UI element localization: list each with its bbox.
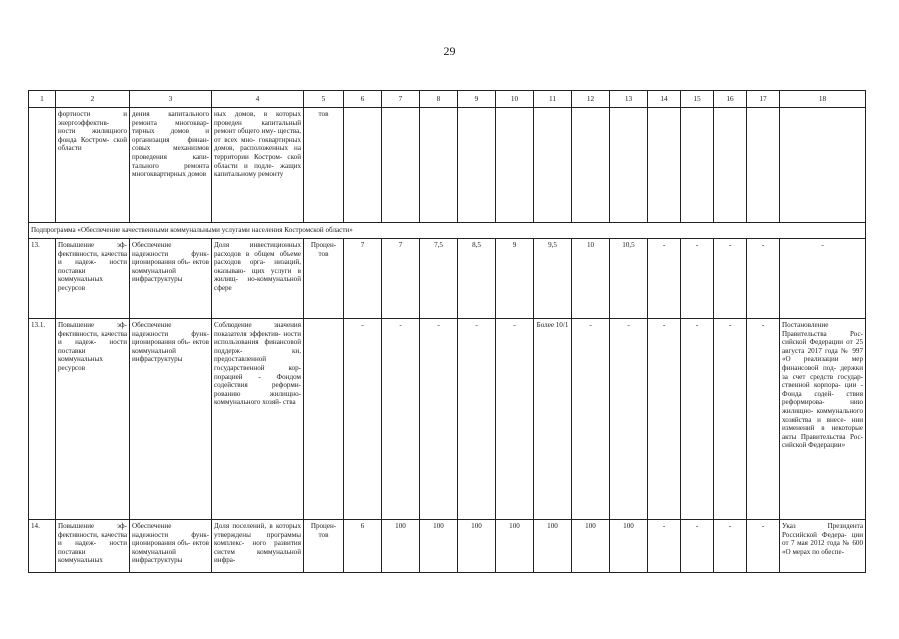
- value-cell: Более 10/1: [534, 319, 572, 520]
- column-number: 12: [572, 91, 610, 108]
- value-cell: [610, 108, 648, 223]
- page-number: 29: [443, 44, 456, 58]
- column-number: 13: [610, 91, 648, 108]
- value-cell: -: [458, 319, 496, 520]
- task-cell: дения капитального ремонта многоквар- тирных домов и организация финан- совых механизмов проведения капи- тального ремонта многоквартирных домов: [130, 108, 212, 223]
- value-cell: -: [714, 319, 747, 520]
- column-number: 4: [212, 91, 304, 108]
- value-cell: 100: [572, 520, 610, 573]
- column-number: 8: [420, 91, 458, 108]
- column-number: 2: [56, 91, 130, 108]
- value-cell: -: [648, 520, 681, 573]
- column-number-row: [29, 91, 866, 108]
- value-cell: 100: [496, 520, 534, 573]
- table-row: [29, 239, 866, 319]
- value-cell: 9,5: [534, 239, 572, 319]
- goal-cell: фортности и энергоэффектив- ности жилищного фонда Костром- ской области: [56, 108, 130, 223]
- row-number-cell: 13.: [29, 239, 56, 319]
- basis-cell: Указ Президента Российской Федера- ции от 7 мая 2012 года № 600 «О мерах по обеспе-: [780, 520, 866, 573]
- value-cell: [648, 108, 681, 223]
- column-number: 15: [681, 91, 714, 108]
- value-cell: -: [747, 319, 780, 520]
- column-number: 5: [304, 91, 344, 108]
- indicator-cell: ных домов, в которых проведен капитальный ремонт общего иму- щества, от всех мно- гоквартирных домов, расположенных на территории Костром- ской области и подле- жащих капитальному ремонту: [212, 108, 304, 223]
- value-cell: [344, 108, 382, 223]
- value-cell: 10,5: [610, 239, 648, 319]
- task-cell: Обеспечение надежности функ- ционирования объ- ектов коммунальной инфраструктуры: [130, 319, 212, 520]
- column-number: 16: [714, 91, 747, 108]
- unit-cell: тов: [304, 108, 344, 223]
- task-cell: Обеспечение надежности функ- ционирования объ- ектов коммунальной инфраструктуры: [130, 239, 212, 319]
- value-cell: 7: [382, 239, 420, 319]
- indicators-table: [28, 90, 866, 573]
- value-cell: -: [572, 319, 610, 520]
- subprogram-row: [29, 223, 866, 239]
- value-cell: -: [681, 239, 714, 319]
- value-cell: -: [681, 319, 714, 520]
- value-cell: [534, 108, 572, 223]
- value-cell: -: [714, 520, 747, 573]
- value-cell: -: [681, 520, 714, 573]
- value-cell: [747, 108, 780, 223]
- unit-cell: Процен- тов: [304, 520, 344, 573]
- indicator-cell: Соблюдение значения показателя эффектив- ности использования финансовой поддерж- ки, предоставленной государственной кор- порацией - Фондом содействия реформи- рованию жилищно- коммунального хозяй- ства: [212, 319, 304, 520]
- value-cell: 10: [572, 239, 610, 319]
- column-number: 10: [496, 91, 534, 108]
- value-cell: -: [648, 239, 681, 319]
- column-number: 17: [747, 91, 780, 108]
- table-row-continuation: [29, 108, 866, 223]
- indicator-cell: Доля инвестиционных расходов в общем объеме расходов орга- низаций, оказываю- щих услуги в жилищ- но-коммунальной сфере: [212, 239, 304, 319]
- value-cell: [496, 108, 534, 223]
- value-cell: -: [610, 319, 648, 520]
- value-cell: 100: [420, 520, 458, 573]
- value-cell: 7: [344, 239, 382, 319]
- row-number-cell: 14.: [29, 520, 56, 573]
- column-number: 7: [382, 91, 420, 108]
- task-cell: Обеспечение надежности функ- ционирования объ- ектов коммунальной инфраструктуры: [130, 520, 212, 573]
- row-number-cell: 13.1.: [29, 319, 56, 520]
- indicator-cell: Доля поселений, в которых утверждены программы комплекс- ного развития систем коммунальной инфра-: [212, 520, 304, 573]
- column-number: 18: [780, 91, 866, 108]
- basis-cell: -: [780, 239, 866, 319]
- value-cell: 100: [382, 520, 420, 573]
- value-cell: -: [747, 239, 780, 319]
- column-number: 14: [648, 91, 681, 108]
- value-cell: [681, 108, 714, 223]
- value-cell: -: [344, 319, 382, 520]
- value-cell: 100: [610, 520, 648, 573]
- value-cell: -: [648, 319, 681, 520]
- value-cell: 100: [458, 520, 496, 573]
- basis-cell: Постановление Правительства Рос- сийской Федерации от 25 августа 2017 года № 997 «О реализации мер финансовой под- держки за счет средств государ- ственной корпора- ции - Фонда содей- ствия реформирова- нию жилищно- коммунального хозяйства и внесе- нии изменений в некоторые акты Правительства Рос- сийской Федерации»: [780, 319, 866, 520]
- value-cell: -: [420, 319, 458, 520]
- value-cell: 6: [344, 520, 382, 573]
- value-cell: [420, 108, 458, 223]
- value-cell: -: [747, 520, 780, 573]
- value-cell: [714, 108, 747, 223]
- value-cell: -: [382, 319, 420, 520]
- value-cell: 7,5: [420, 239, 458, 319]
- value-cell: [382, 108, 420, 223]
- unit-cell: Процен- тов: [304, 239, 344, 319]
- column-number: 1: [29, 91, 56, 108]
- subprogram-title: Подпрограмма «Обеспечение качественными коммунальными услугами населения Костромской области»: [29, 223, 866, 239]
- goal-cell: Повышение эф- фективности, качества и надеж- ности поставки коммунальных ресурсов: [56, 319, 130, 520]
- column-number: 9: [458, 91, 496, 108]
- column-number: 11: [534, 91, 572, 108]
- value-cell: [458, 108, 496, 223]
- value-cell: 100: [534, 520, 572, 573]
- value-cell: 8,5: [458, 239, 496, 319]
- value-cell: -: [714, 239, 747, 319]
- basis-cell: [780, 108, 866, 223]
- table-row: [29, 319, 866, 520]
- column-number: 6: [344, 91, 382, 108]
- table-row: [29, 520, 866, 573]
- row-number-cell: [29, 108, 56, 223]
- goal-cell: Повышение эф- фективности, качества и надеж- ности поставки коммунальных: [56, 520, 130, 573]
- value-cell: -: [496, 319, 534, 520]
- goal-cell: Повышение эф- фективности, качества и надеж- ности поставки коммунальных ресурсов: [56, 239, 130, 319]
- unit-cell: [304, 319, 344, 520]
- column-number: 3: [130, 91, 212, 108]
- value-cell: [572, 108, 610, 223]
- value-cell: 9: [496, 239, 534, 319]
